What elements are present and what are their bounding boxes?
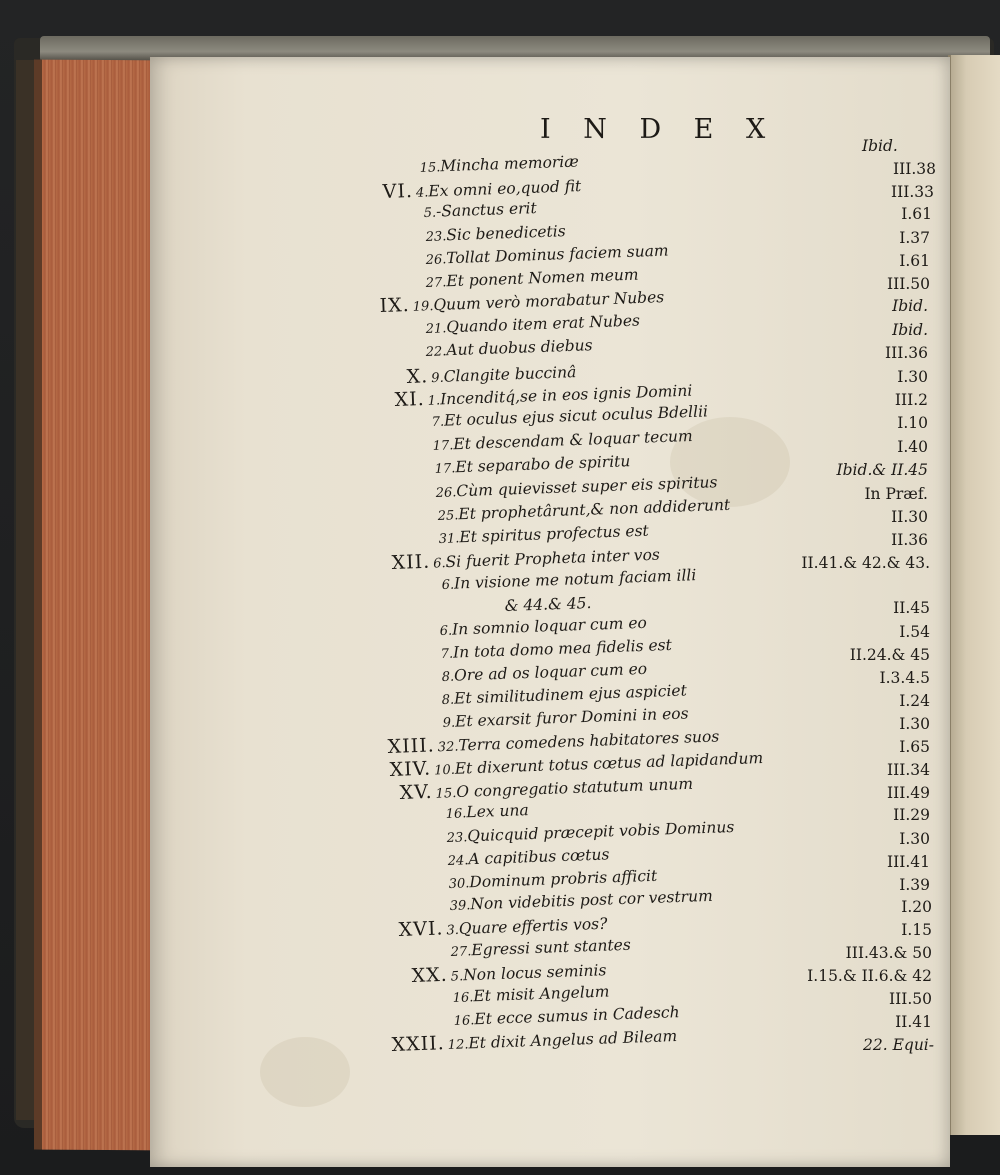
entry-text: Et prophetârunt,& non addiderunt xyxy=(457,495,730,524)
entry-text: Si fuerit Propheta inter vos xyxy=(445,545,661,572)
chapter-number: IX. xyxy=(379,293,411,317)
entry-text: Mincha memoriæ xyxy=(440,152,580,176)
page-reference: 22. Equi- xyxy=(863,1036,934,1054)
top-reference: Ibid. xyxy=(862,137,898,155)
entry-text: In tota domo mea fidelis est xyxy=(452,635,672,662)
page-reference: I.3.4.5 xyxy=(879,669,930,687)
page-reference: II.24.& 45 xyxy=(849,646,930,664)
verse-number: 25. xyxy=(436,508,459,524)
page-reference: I.15 xyxy=(901,921,932,939)
chapter-number: XIII. xyxy=(387,734,436,758)
verse-number: 8. xyxy=(441,692,455,708)
verse-number: 30. xyxy=(448,876,470,892)
page-reference: III.36 xyxy=(884,344,928,362)
page-reference: I.30 xyxy=(899,830,930,848)
verse-number: 24. xyxy=(447,853,469,869)
verse-number: 16. xyxy=(452,990,474,1006)
page-reference: Ibid. xyxy=(892,297,928,315)
index-entry xyxy=(423,201,537,220)
page-reference: II.41 xyxy=(895,1013,932,1031)
entry-text: Cùm quievisset super eis spiritus xyxy=(456,473,718,501)
page-reference: I.15.& II.6.& 42 xyxy=(807,967,932,985)
page-reference: II.45 xyxy=(893,599,930,617)
verse-number: 4. xyxy=(415,185,429,201)
chapter-number: XV. xyxy=(399,780,433,804)
page-reference: In Præf. xyxy=(864,485,928,503)
entry-text: A capitibus cœtus xyxy=(468,845,610,869)
entry-text: Sic benedicetis xyxy=(446,222,566,245)
chapter-number: VI. xyxy=(382,179,414,203)
entry-text: Tollat Dominus faciem suam xyxy=(446,241,669,268)
entry-text: Non locus seminis xyxy=(462,961,607,985)
page-reference: III.34 xyxy=(886,761,930,779)
verse-number: 9. xyxy=(442,715,456,731)
entry-text: O congregatio statutum unum xyxy=(455,774,694,802)
verse-number: 9. xyxy=(431,370,444,387)
entry-text: Egressi sunt stantes xyxy=(471,935,632,960)
entry-text: Ex omni eo,quod fit xyxy=(428,177,582,201)
page-reference: III.38 xyxy=(892,160,936,178)
page-reference: III.49 xyxy=(886,784,930,802)
page-reference: II.30 xyxy=(891,508,928,526)
verse-number: 16. xyxy=(453,1013,475,1029)
page-reference: III.43.& 50 xyxy=(845,944,932,962)
verse-number: 7. xyxy=(440,646,454,662)
entry-text: Et dixerunt totus cœtus ad lapidandum xyxy=(454,748,764,778)
entry-text: Terra comedens habitatores suos xyxy=(458,727,720,755)
verse-number: 31. xyxy=(438,531,460,547)
verse-number: 23. xyxy=(446,830,468,846)
page-reference: III.33 xyxy=(890,183,934,201)
page-reference: I.24 xyxy=(899,692,930,710)
entry-text: Et ponent Nomen meum xyxy=(446,265,639,291)
entry-text: Et similitudinem ejus aspiciet xyxy=(454,681,688,708)
verse-number: 5. xyxy=(450,969,464,985)
verse-number: 6. xyxy=(441,577,455,593)
entry-text: Quum verò morabatur Nubes xyxy=(433,288,665,315)
page-reference: III.50 xyxy=(888,990,932,1008)
entry-text: Et misit Angelum xyxy=(472,982,610,1006)
verse-number: 10. xyxy=(433,762,456,779)
entry-text: Non videbitis post cor vestrum xyxy=(469,886,713,914)
verse-number: 1. xyxy=(427,393,441,409)
verse-number: 17. xyxy=(432,438,454,454)
verse-number: 5. xyxy=(423,205,437,221)
chapter-number: XII. xyxy=(391,550,431,574)
verse-number: 12. xyxy=(447,1037,469,1054)
verse-number: 8. xyxy=(441,669,455,685)
entry-text: & 44.& 45. xyxy=(504,593,592,615)
chapter-number: XIV. xyxy=(389,757,432,781)
verse-number: 15. xyxy=(435,786,457,802)
page-reference: I.65 xyxy=(899,738,930,756)
verse-number: 3. xyxy=(446,922,460,939)
entry-text: -Sanctus erit xyxy=(435,199,537,221)
verse-number: 26. xyxy=(435,485,457,501)
entry-text: Et dixit Angelus ad Bileam xyxy=(468,1027,678,1053)
verse-number: 27. xyxy=(450,944,472,960)
entry-text: In visione me notum faciam illi xyxy=(453,566,697,593)
entry-text: Et spiritus profectus est xyxy=(459,521,650,547)
verse-number: 7. xyxy=(430,414,444,430)
page-reference: I.40 xyxy=(897,438,928,456)
verse-number: 22. xyxy=(425,344,447,360)
entry-text: Quare effertis vos? xyxy=(458,914,608,938)
entry-text: Et ecce sumus in Cadesch xyxy=(473,1003,680,1029)
entry-text: Dominum probris afficit xyxy=(468,866,658,892)
page-reference: Ibid.& II.45 xyxy=(836,461,928,479)
verse-number: 19. xyxy=(412,299,434,315)
verse-number: 21. xyxy=(425,321,447,337)
entry-text: Quicquid præcepit vobis Dominus xyxy=(467,817,735,846)
entry-text: Et separabo de spiritu xyxy=(454,452,631,477)
entry-text: Et descendam & loquar tecum xyxy=(453,426,693,454)
verse-number: 32. xyxy=(437,739,459,756)
verse-number: 26. xyxy=(425,252,447,268)
entry-text: Quando item erat Nubes xyxy=(446,311,641,337)
page-reference: I.54 xyxy=(899,623,930,641)
verse-number: 6. xyxy=(433,556,446,572)
page-reference: I.37 xyxy=(899,229,930,247)
page-reference: I.20 xyxy=(901,898,932,916)
entry-text: Ore ad os loquar cum eo xyxy=(453,659,647,685)
verse-number: 15. xyxy=(419,160,441,176)
page-reference: II.36 xyxy=(891,531,928,549)
page-reference: I.10 xyxy=(897,414,928,432)
entry-text: Aut duobus diebus xyxy=(446,336,593,360)
page-reference: I.39 xyxy=(899,876,930,894)
index-entry xyxy=(504,593,592,615)
entry-text: In somnio loquar cum eo xyxy=(451,613,648,639)
page-reference: II.41.& 42.& 43. xyxy=(801,554,930,572)
page-reference: I.61 xyxy=(899,252,930,270)
page-reference: III.2 xyxy=(894,391,928,409)
entry-text: Clangite buccinâ xyxy=(443,363,577,386)
entry-text: Et exarsit furor Domini in eos xyxy=(454,704,689,731)
chapter-number: XXII. xyxy=(391,1032,446,1056)
entry-text: Et oculus ejus sicut oculus Bdellii xyxy=(443,402,708,430)
chapter-number: XVI. xyxy=(398,917,444,941)
facing-page-edge xyxy=(948,55,1000,1135)
index-entry xyxy=(446,803,530,821)
chapter-number: XX. xyxy=(411,963,449,987)
chapter-number: XI. xyxy=(394,387,426,411)
page-reference: III.50 xyxy=(886,275,930,293)
page-reference: I.61 xyxy=(901,205,932,223)
page-reference: I.30 xyxy=(899,715,930,733)
page-reference: II.29 xyxy=(893,806,930,824)
verse-number: 17. xyxy=(433,461,456,477)
entry-text: Lex una xyxy=(466,801,530,822)
page-stain xyxy=(260,1037,350,1107)
page-reference: III.41 xyxy=(886,853,930,871)
page-reference: I.30 xyxy=(897,368,928,386)
verse-number: 27. xyxy=(425,275,447,291)
verse-number: 39. xyxy=(449,898,471,914)
entry-text: Incenditq́,se in eos ignis Domini xyxy=(439,381,693,409)
verse-number: 16. xyxy=(445,806,468,822)
page-heading: I N D E X xyxy=(540,114,778,145)
page-reference: Ibid. xyxy=(892,321,928,339)
verse-number: 23. xyxy=(425,229,447,245)
verse-number: 6. xyxy=(439,623,453,639)
chapter-number: X. xyxy=(406,365,429,388)
